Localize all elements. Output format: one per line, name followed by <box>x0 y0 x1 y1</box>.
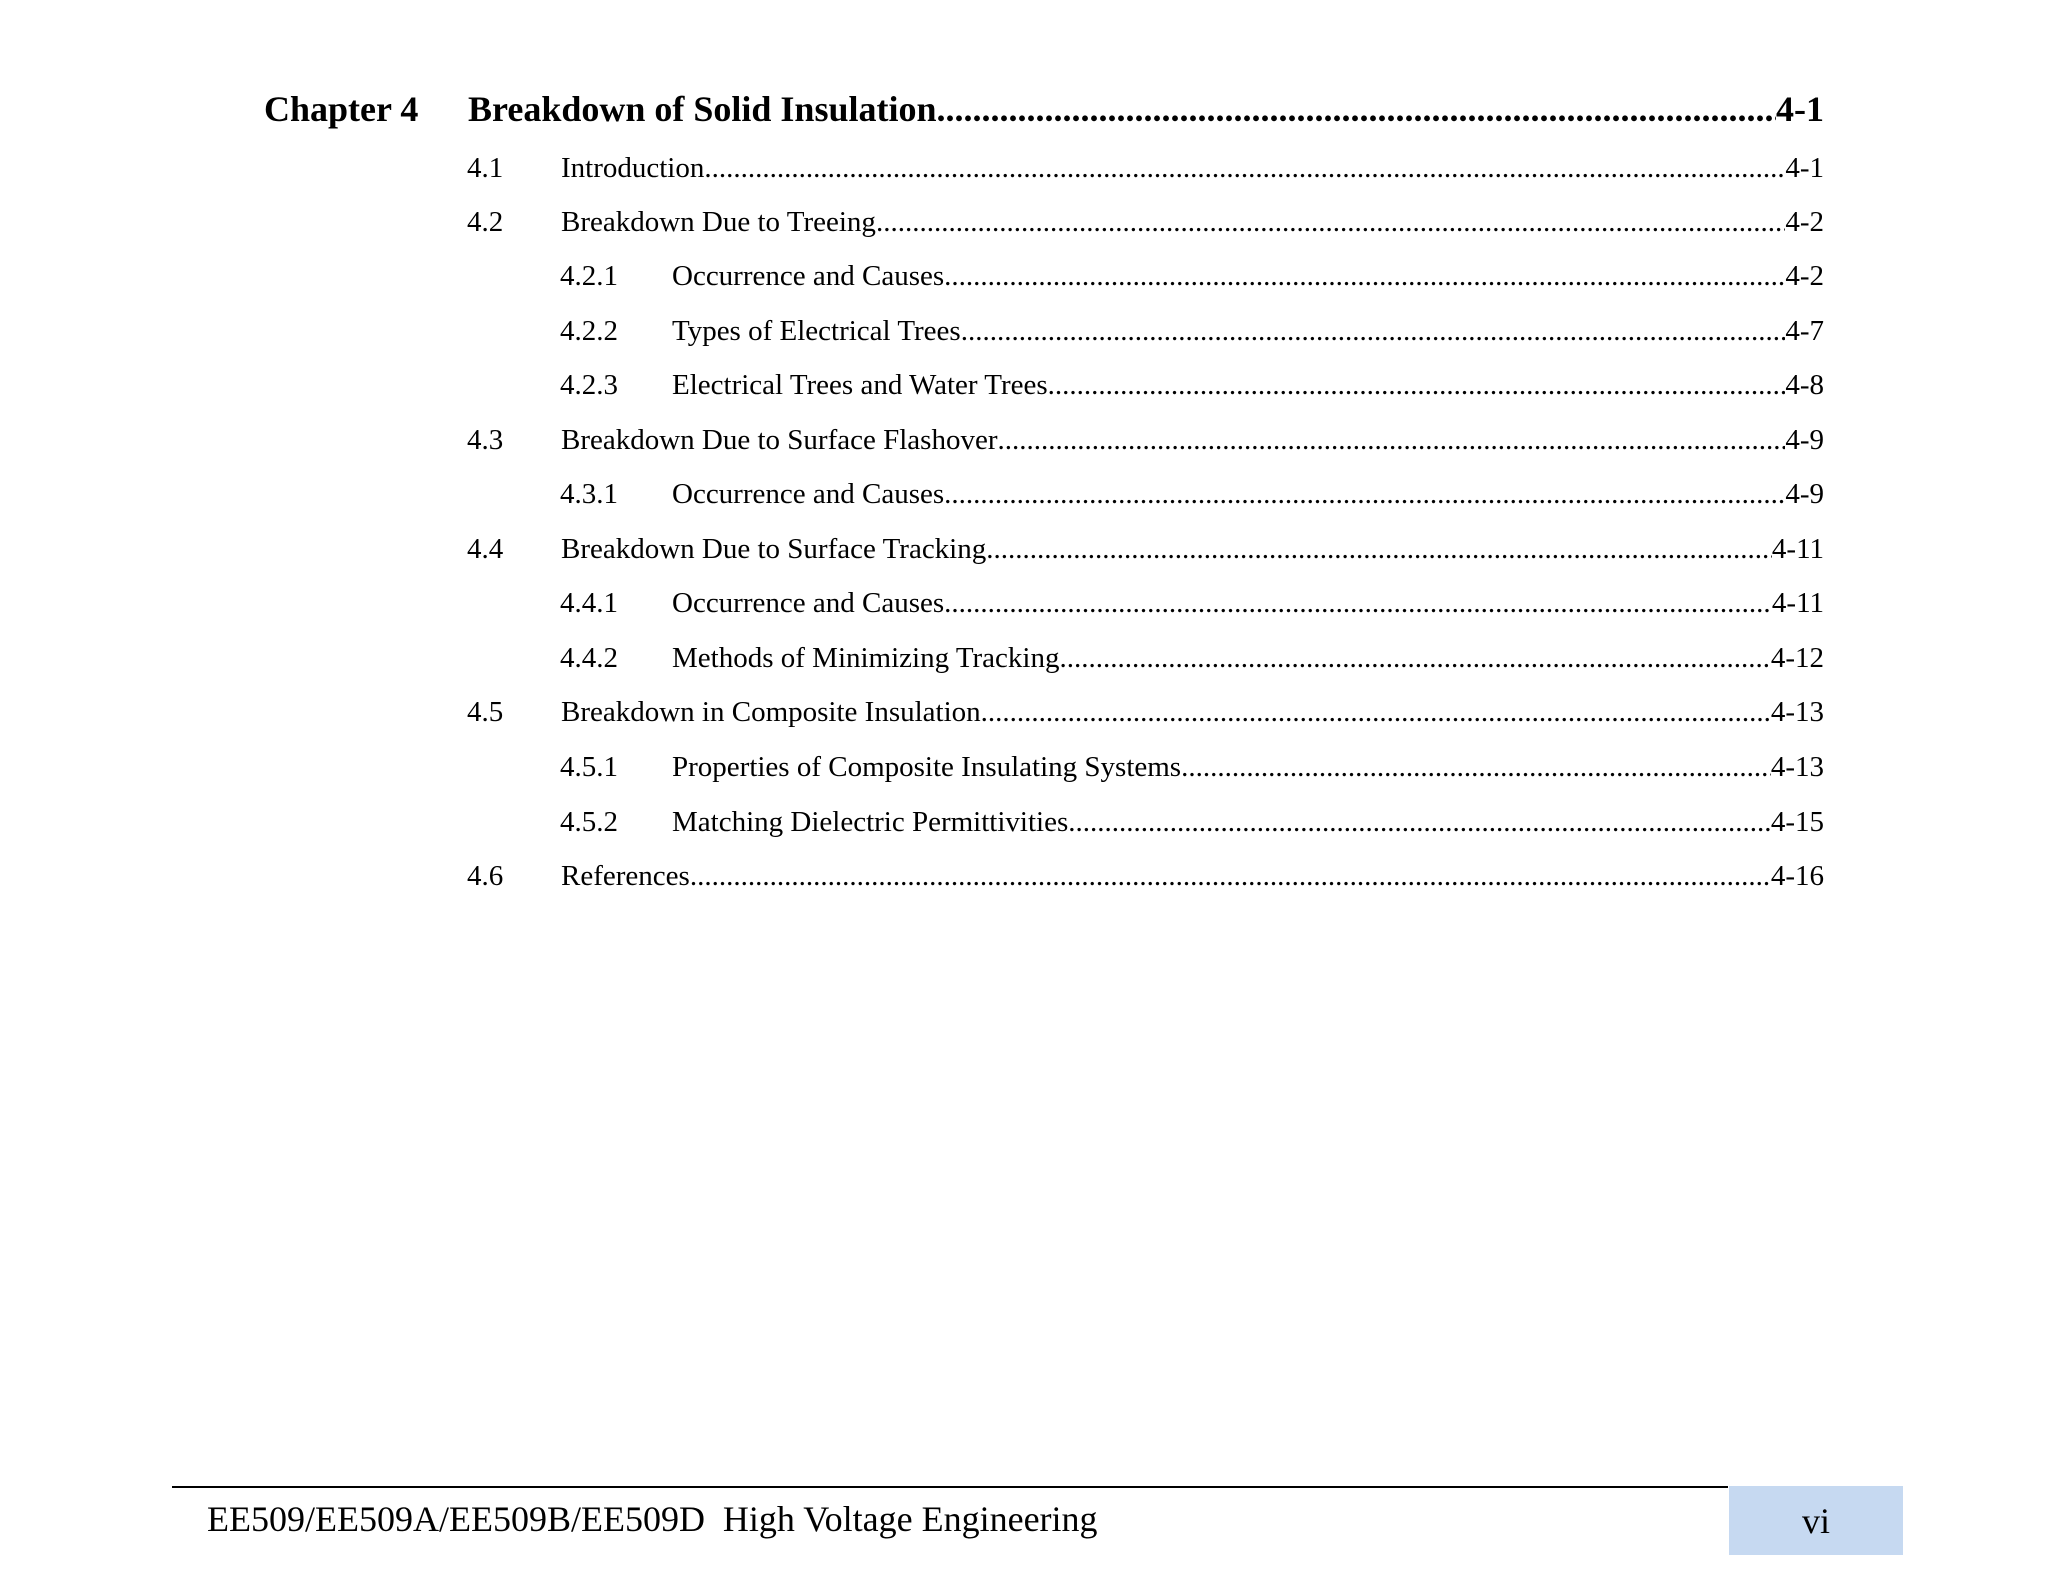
toc-entry <box>560 369 1824 402</box>
entry-title: Breakdown Due to Surface Flashover <box>561 424 998 456</box>
entry-page-number: 4-11 <box>1771 587 1824 619</box>
entry-number: 4.3 <box>467 424 504 456</box>
toc-entry <box>467 206 1824 239</box>
entry-number: 4.3.1 <box>560 478 618 510</box>
chapter-page-number: 4-1 <box>1776 89 1824 129</box>
dot-leader <box>998 424 1786 457</box>
entry-number: 4.2 <box>467 206 504 238</box>
entry-page-number: 4-12 <box>1770 642 1824 674</box>
toc-chapter-entry <box>264 88 1824 130</box>
entry-number: 4.4.1 <box>560 587 618 619</box>
dot-leader <box>961 315 1786 348</box>
toc-entry <box>560 751 1824 784</box>
footer-course-title: EE509/EE509A/EE509B/EE509D High Voltage Engineering <box>207 1499 1098 1539</box>
toc-entry <box>560 260 1824 293</box>
entry-title: References <box>561 860 690 892</box>
entry-title: Occurrence and Causes <box>672 478 945 510</box>
dot-leader <box>1068 806 1771 839</box>
dot-leader <box>944 260 1785 293</box>
toc-entry <box>560 587 1824 620</box>
dot-leader <box>1059 642 1770 675</box>
entry-title: Matching Dielectric Permittivities <box>672 806 1069 838</box>
entry-page-number: 4-13 <box>1770 696 1824 728</box>
entry-title: Methods of Minimizing Tracking <box>672 642 1060 674</box>
entry-title: Types of Electrical Trees <box>672 315 961 347</box>
entry-number: 4.4 <box>467 533 504 565</box>
dot-leader <box>944 587 1772 620</box>
entry-number: 4.2.1 <box>560 260 618 292</box>
toc-entry <box>467 696 1824 729</box>
entry-number: 4.5.1 <box>560 751 618 783</box>
entry-number: 4.2.3 <box>560 369 618 401</box>
footer-divider <box>172 1486 1728 1488</box>
toc-entry <box>467 533 1824 566</box>
dot-leader <box>937 88 1777 130</box>
footer-page-number: vi <box>1729 1486 1903 1555</box>
toc-entry <box>560 642 1824 675</box>
dot-leader <box>1048 369 1786 402</box>
dot-leader <box>704 152 1785 185</box>
entry-page-number: 4-11 <box>1771 533 1824 565</box>
toc-entry <box>560 806 1824 839</box>
entry-number: 4.6 <box>467 860 504 892</box>
entry-title: Properties of Composite Insulating Systems <box>672 751 1182 783</box>
toc-entry <box>467 860 1824 893</box>
entry-number: 4.1 <box>467 152 504 184</box>
entry-page-number: 4-2 <box>1785 260 1824 292</box>
dot-leader <box>981 696 1771 729</box>
dot-leader <box>986 533 1772 566</box>
entry-page-number: 4-15 <box>1770 806 1824 838</box>
entry-title: Occurrence and Causes <box>672 587 945 619</box>
entry-title: Electrical Trees and Water Trees <box>672 369 1048 401</box>
entry-number: 4.5 <box>467 696 504 728</box>
entry-number: 4.5.2 <box>560 806 618 838</box>
entry-title: Introduction <box>561 152 705 184</box>
toc-entry <box>467 424 1824 457</box>
toc-entry <box>560 478 1824 511</box>
entry-page-number: 4-2 <box>1785 206 1824 238</box>
entry-page-number: 4-9 <box>1785 424 1824 456</box>
entry-page-number: 4-8 <box>1785 369 1824 401</box>
entry-number: 4.4.2 <box>560 642 618 674</box>
toc-entry <box>467 152 1824 185</box>
dot-leader <box>1181 751 1771 784</box>
dot-leader <box>876 206 1785 239</box>
entry-page-number: 4-9 <box>1785 478 1824 510</box>
entry-title: Breakdown Due to Treeing <box>561 206 876 238</box>
chapter-title: Breakdown of Solid Insulation <box>468 89 937 129</box>
entry-title: Breakdown Due to Surface Tracking <box>561 533 987 565</box>
entry-page-number: 4-16 <box>1770 860 1824 892</box>
entry-page-number: 4-13 <box>1770 751 1824 783</box>
dot-leader <box>944 478 1785 511</box>
dot-leader <box>690 860 1771 893</box>
entry-page-number: 4-7 <box>1785 315 1824 347</box>
entry-title: Occurrence and Causes <box>672 260 945 292</box>
chapter-number: Chapter 4 <box>264 89 419 129</box>
entry-number: 4.2.2 <box>560 315 618 347</box>
entry-page-number: 4-1 <box>1785 152 1824 184</box>
toc-entry <box>560 315 1824 348</box>
entry-title: Breakdown in Composite Insulation <box>561 696 981 728</box>
